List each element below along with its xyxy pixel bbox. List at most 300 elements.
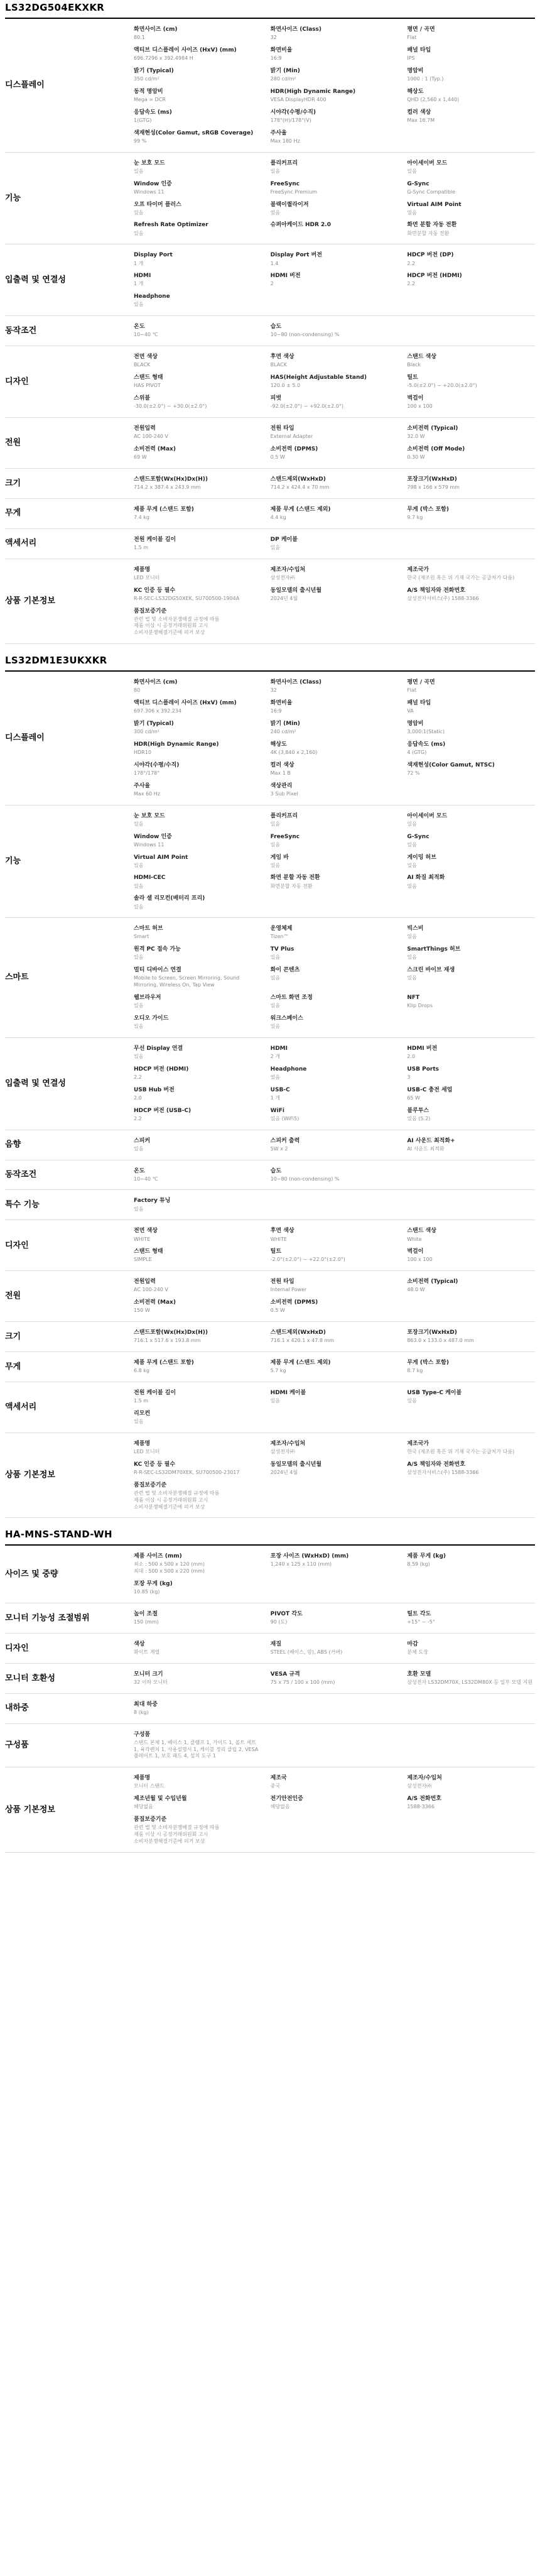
spec-label: 후면 색상 <box>270 1228 294 1235</box>
spec-value: 있음 <box>270 975 281 981</box>
spec-item <box>407 199 535 220</box>
spec-label: 스탠드 형태 <box>134 1248 163 1255</box>
spec-value: 있음 <box>270 821 281 827</box>
spec-item <box>134 780 262 801</box>
spec-value: 삼성전자㈜ <box>270 574 295 581</box>
spec-value: WHITE <box>134 1236 151 1242</box>
spec-label: 벽걸이 <box>407 1248 424 1255</box>
spec-label: Headphone <box>270 1066 307 1072</box>
spec-label: 화면사이즈 (cm) <box>134 26 178 33</box>
spec-item <box>271 423 399 444</box>
spec-value: 있음 <box>407 934 417 940</box>
spec-item <box>271 249 399 270</box>
spec-label: 제품 무게 (스탠드 제외) <box>270 506 331 513</box>
spec-item <box>407 24 535 45</box>
spec-value: 있음 <box>134 954 144 961</box>
spec-value: 714.2 x 387.4 x 243.9 mm <box>134 484 201 490</box>
spec-label: 화면 분할 자동 전환 <box>407 222 457 229</box>
spec-item <box>407 923 535 944</box>
spec-value: -30.0(±2.0°) ~ +30.0(±2.0°) <box>134 403 207 410</box>
spec-label: 리모컨 <box>134 1410 151 1417</box>
spec-item <box>134 291 262 312</box>
spec-item <box>407 158 535 178</box>
spec-item <box>134 372 262 393</box>
spec-item <box>271 872 399 893</box>
spec-label: 색상 <box>134 1640 145 1647</box>
spec-item <box>134 1084 262 1105</box>
spec-label: 재질 <box>270 1640 282 1647</box>
spec-label: 오디오 가이드 <box>134 1015 169 1022</box>
spec-grid <box>134 19 535 152</box>
spec-item <box>407 423 535 444</box>
spec-value: BLACK <box>270 362 287 368</box>
spec-label: Factory 튜닝 <box>134 1198 171 1204</box>
spec-label: 구성품 <box>134 1731 151 1738</box>
spec-label: HDR(High Dynamic Range) <box>270 88 356 95</box>
spec-value: R-R-SEC-LS32DG50XEK, SU700500-1904A <box>134 595 240 601</box>
spec-section <box>5 1190 535 1220</box>
spec-item <box>407 393 535 413</box>
spec-value: 있음 <box>134 1206 144 1212</box>
spec-section <box>5 1322 535 1352</box>
section-name: 음향 <box>5 1140 21 1150</box>
spec-label: 화면비율 <box>270 699 293 706</box>
spec-value: LED 모니터 <box>134 1449 160 1455</box>
spec-value: 삼성전자서비스(주) 1588-3366 <box>407 595 479 601</box>
spec-label: G-Sync <box>407 180 429 187</box>
spec-value: 분체 도장 <box>407 1649 428 1656</box>
spec-value: 75 x 75 / 100 x 100 (mm) <box>270 1679 335 1685</box>
spec-value: 있음 <box>407 1398 417 1404</box>
spec-item <box>407 872 535 893</box>
spec-label: 오프 타이머 플러스 <box>134 201 181 208</box>
spec-label: HDCP 버전 (HDMI) <box>134 1066 189 1072</box>
spec-value: 2 <box>270 281 274 287</box>
spec-label: 제조국가 <box>407 1440 429 1447</box>
section-name: 기능 <box>5 856 21 866</box>
spec-grid <box>134 1038 535 1130</box>
spec-value: 48.0 W <box>407 1287 425 1293</box>
spec-label: 화이 콘텐츠 <box>270 967 300 974</box>
spec-label: 포장크기(WxHxD) <box>407 1329 457 1336</box>
spec-label: NFT <box>407 994 420 1001</box>
spec-label: USB-C 충전 세업 <box>407 1086 453 1093</box>
spec-label: 습도 <box>270 324 282 330</box>
spec-item <box>134 1729 262 1764</box>
spec-item <box>271 923 399 944</box>
spec-item <box>134 423 262 444</box>
spec-label: HDMI <box>134 273 151 280</box>
spec-value: HAS PIVOT <box>134 383 161 389</box>
spec-label: 스탠드포함(Wx(Hx)Dx(H)) <box>134 1329 208 1336</box>
section-name: 크기 <box>5 478 21 488</box>
spec-label: 해상도 <box>407 88 424 95</box>
spec-item <box>271 219 399 240</box>
spec-label: 습도 <box>270 1167 282 1174</box>
spec-value: 있음 <box>407 862 417 868</box>
spec-value: 2.2 <box>134 1074 142 1080</box>
spec-item <box>271 199 399 220</box>
spec-label: 평면 / 곡면 <box>407 679 435 686</box>
spec-label: 밝기 (Typical) <box>134 67 174 74</box>
spec-item <box>407 219 535 240</box>
spec-grid <box>134 1382 535 1433</box>
spec-value: 있음 <box>134 168 144 174</box>
spec-label: HDMI 버전 <box>407 1045 438 1052</box>
spec-item <box>134 504 262 525</box>
spec-value: 있음 <box>407 821 417 827</box>
spec-label: 블랙이퀄라이저 <box>270 201 309 208</box>
spec-item <box>407 564 535 585</box>
spec-value: FreeSync Premium <box>270 188 318 195</box>
spec-value: 삼성전자㈜ <box>270 1449 295 1455</box>
spec-item <box>134 964 262 992</box>
products-container <box>5 0 535 1853</box>
spec-label: 제품 무게 (스탠드 제외) <box>270 1360 331 1367</box>
spec-item <box>271 718 399 739</box>
spec-label: 소비전력 (Typical) <box>407 1279 458 1285</box>
spec-grid <box>134 1352 535 1382</box>
spec-value: Max 60 Hz <box>134 790 161 797</box>
spec-item <box>407 1669 535 1689</box>
spec-grid <box>134 1694 535 1723</box>
spec-value: 8 (kg) <box>134 1709 149 1715</box>
spec-label: 소비전력 (Max) <box>134 1299 176 1306</box>
spec-item <box>271 1438 399 1459</box>
spec-value: 해당없음 <box>270 1804 290 1810</box>
spec-label: 제품명 <box>134 1775 151 1782</box>
spec-label: 색재현성(Color Gamut, NTSC) <box>407 761 495 768</box>
spec-item <box>134 760 262 780</box>
spec-label: 색재현성(Color Gamut, sRGB Coverage) <box>134 129 254 136</box>
spec-label: 무선 Display 연결 <box>134 1045 183 1052</box>
spec-grid <box>134 1664 535 1693</box>
spec-item <box>271 1772 399 1793</box>
spec-value: 8.7 kg <box>407 1368 423 1374</box>
spec-item <box>271 393 399 413</box>
spec-value: 화면분할 자동 전환 <box>270 883 313 889</box>
spec-label: 아이세이버 모드 <box>407 160 448 166</box>
section-name: 내하중 <box>5 1703 29 1713</box>
spec-label: 주사율 <box>134 782 151 789</box>
spec-grid <box>134 1190 535 1220</box>
spec-item <box>271 65 399 86</box>
spec-value: 관련 법 및 소비자분쟁해결 규정에 따름 제품 이상 시 공정거래위원회 고시 소비자분쟁해결기준에 의거 보상 <box>134 1825 220 1844</box>
spec-value: 1 개 <box>134 281 144 287</box>
spec-item <box>134 1669 262 1689</box>
spec-label: 화면사이즈 (Class) <box>270 26 321 33</box>
spec-item <box>134 1276 262 1297</box>
spec-grid <box>134 1220 535 1270</box>
spec-label: AI 화질 최적화 <box>407 875 445 881</box>
spec-label: 제조국 <box>270 1775 287 1782</box>
spec-value: -2.0°(±2.0°) ~ +22.0°(±2.0°) <box>270 1257 345 1263</box>
spec-value: 있음 <box>407 883 417 889</box>
spec-value: HDR10 <box>134 749 151 755</box>
spec-item <box>134 1013 262 1034</box>
spec-value: 관련 법 및 소비자분쟁해결 규정에 따름 제품 이상 시 공정거래위원회 고시 소비자분쟁해결기준에 의거 보상 <box>134 616 220 636</box>
spec-value: 65 W <box>407 1094 420 1101</box>
spec-item <box>407 718 535 739</box>
spec-value: 1588-3366 <box>407 1804 435 1810</box>
spec-label: 품질보증기준 <box>134 608 167 614</box>
spec-item <box>134 1195 262 1216</box>
spec-value: 있음 <box>134 821 144 827</box>
spec-item <box>407 585 535 606</box>
spec-item <box>134 944 262 964</box>
section-name: 입출력 및 연결성 <box>5 275 66 285</box>
spec-value: 100 x 100 <box>407 1257 433 1263</box>
spec-value: 5.7 kg <box>270 1368 286 1374</box>
spec-item <box>407 1327 535 1348</box>
spec-value: 화면분할 자동 전환 <box>407 230 450 236</box>
spec-value: 1,240 x 125 x 110 (mm) <box>270 1561 332 1568</box>
spec-label: 제품명 <box>134 566 151 573</box>
spec-label: Virtual AIM Point <box>407 201 462 208</box>
spec-label: HDR(High Dynamic Range) <box>134 741 219 748</box>
spec-label: Headphone <box>134 293 170 300</box>
spec-section <box>5 499 535 529</box>
spec-value: Max 16.7M <box>407 117 435 123</box>
spec-section <box>5 1352 535 1382</box>
spec-item <box>407 1438 535 1459</box>
spec-label: 밝기 (Typical) <box>134 720 174 727</box>
spec-item <box>134 585 262 606</box>
spec-section <box>5 805 535 919</box>
spec-item <box>407 1608 535 1629</box>
spec-item <box>271 1064 399 1084</box>
spec-item <box>134 351 262 372</box>
section-name: 모니터 기능성 조절범위 <box>5 1613 90 1623</box>
spec-item <box>134 1551 262 1578</box>
spec-label: 운영체제 <box>270 925 293 932</box>
spec-grid <box>134 1271 535 1321</box>
spec-value: 스탠드 본체 1, 베이스 1, 클램프 1, 가이드 1, 볼트 세트 1, 육각렌치 1, 사용설명서 1, 케이블 정리 클립 2, VESA 플레이트 1, 보호 패드 4, 설치 도구 1 <box>134 1739 259 1759</box>
spec-value: 4 (GTG) <box>407 749 427 755</box>
spec-label: 포장 사이즈 (WxHxD) (mm) <box>270 1553 349 1560</box>
spec-grid <box>134 316 535 346</box>
section-name: 기능 <box>5 193 21 203</box>
spec-label: 벽걸이 <box>407 395 424 401</box>
spec-value: 696.7296 x 392.4984 H <box>134 55 193 62</box>
spec-item <box>134 606 262 640</box>
spec-section <box>5 559 535 644</box>
spec-item <box>271 24 399 45</box>
spec-item <box>134 534 262 555</box>
spec-label: 응답속도 (ms) <box>134 109 172 116</box>
spec-label: VESA 규격 <box>270 1671 300 1678</box>
spec-grid <box>134 1634 535 1663</box>
spec-value: 178°(H)/178°(V) <box>270 117 311 123</box>
spec-label: 후면 색상 <box>270 354 294 361</box>
spec-item <box>271 1084 399 1105</box>
spec-item <box>407 992 535 1013</box>
spec-item <box>134 1043 262 1064</box>
spec-value: 714.2 x 424.4 x 70 mm <box>270 484 330 490</box>
spec-value: 2.0 <box>134 1094 142 1101</box>
spec-label: 스위블 <box>134 395 151 401</box>
spec-value: 150 W <box>134 1307 150 1314</box>
spec-value: 1.5 m <box>134 1398 149 1404</box>
spec-grid <box>134 418 535 468</box>
spec-item <box>271 321 399 342</box>
spec-label: KC 인증 등 필수 <box>134 587 176 594</box>
spec-item <box>407 1639 535 1659</box>
spec-label: HDMI <box>270 1045 288 1052</box>
spec-item <box>407 65 535 86</box>
spec-item <box>407 697 535 718</box>
spec-section <box>5 918 535 1037</box>
spec-item <box>271 1387 399 1408</box>
spec-item <box>271 86 399 107</box>
spec-value: Windows 11 <box>134 188 165 195</box>
spec-value: 있음 <box>270 1003 281 1009</box>
spec-item <box>134 1387 262 1408</box>
spec-value: 1 개 <box>134 260 144 266</box>
spec-item <box>134 1438 262 1459</box>
spec-label: 솔라 셀 리모컨(배터리 프리) <box>134 895 205 902</box>
spec-value: 있음 <box>270 544 281 550</box>
spec-value: 있음 <box>407 975 417 981</box>
spec-section <box>5 672 535 805</box>
spec-value: Max 1 B <box>270 770 291 776</box>
spec-value: 있음 <box>270 1398 281 1404</box>
spec-value: Internal Power <box>270 1287 307 1293</box>
spec-value: VESA DisplayHDR 400 <box>270 96 327 102</box>
spec-value: 있음 <box>270 862 281 868</box>
spec-item <box>407 810 535 831</box>
spec-label: 소비전력 (Typical) <box>407 425 458 432</box>
spec-item <box>134 697 262 718</box>
spec-value: 4.4 kg <box>270 514 286 520</box>
spec-value: 0.30 W <box>407 454 425 461</box>
spec-item <box>407 45 535 65</box>
spec-label: 스탠드 형태 <box>134 374 163 381</box>
spec-label: 제품 무게 (스탠드 포함) <box>134 1360 194 1367</box>
spec-label: 틸트 <box>407 374 418 381</box>
spec-value: 120.0 ± 5.0 <box>270 383 301 389</box>
spec-item <box>271 158 399 178</box>
spec-item <box>134 718 262 739</box>
spec-item <box>134 1357 262 1378</box>
spec-label: 컬러 색상 <box>407 109 431 116</box>
spec-value: 3 Sub Pixel <box>270 790 298 797</box>
spec-value: 있음 <box>407 209 417 216</box>
spec-item <box>271 1297 399 1318</box>
spec-item <box>271 1327 399 1348</box>
spec-item <box>134 199 262 220</box>
spec-label: 스탠드포함(Wx(Hx)Dx(H)) <box>134 476 208 483</box>
spec-label: 블루투스 <box>407 1107 429 1114</box>
spec-item <box>134 1578 262 1599</box>
spec-value: 있음 <box>407 168 417 174</box>
spec-label: 멀티 디바이스 연결 <box>134 967 181 974</box>
spec-item <box>134 1639 262 1659</box>
spec-grid <box>134 469 535 498</box>
spec-value: 716.1 x 517.6 x 193.8 mm <box>134 1338 201 1344</box>
spec-value: 3 <box>407 1074 411 1080</box>
spec-label: 패널 타입 <box>407 699 431 706</box>
section-name: 디자인 <box>5 376 29 386</box>
spec-item <box>134 564 262 585</box>
spec-value: BLACK <box>134 362 151 368</box>
spec-value: 280 cd/m² <box>270 76 296 82</box>
spec-value: 한국 (제조원 혹은 위 기재 국가는 공급처가 다름) <box>407 1449 515 1455</box>
spec-label: 주사율 <box>270 129 287 136</box>
spec-item <box>271 1793 399 1814</box>
spec-label: 제조년월 및 수입년월 <box>134 1796 187 1803</box>
spec-item <box>271 534 399 555</box>
spec-item <box>407 474 535 494</box>
spec-value: 72 % <box>407 770 420 776</box>
spec-item <box>407 1276 535 1297</box>
section-name: 사이즈 및 중량 <box>5 1569 58 1579</box>
section-name: 상품 기본정보 <box>5 596 55 606</box>
spec-label: 플리커프리 <box>270 160 298 166</box>
spec-value: Klip Drops <box>407 1003 433 1009</box>
spec-grid <box>134 499 535 528</box>
spec-section <box>5 1724 535 1768</box>
spec-value: 한국 (제조원 혹은 위 기재 국가는 공급처가 다름) <box>407 574 515 581</box>
spec-value: 삼성전자서비스(주) 1588-3366 <box>407 1469 479 1475</box>
spec-label: Display Port <box>134 252 173 259</box>
spec-item <box>271 1105 399 1126</box>
spec-value: WHITE <box>270 1236 287 1242</box>
spec-value: 2024년 4월 <box>270 595 298 601</box>
spec-value: 178°/178° <box>134 770 160 776</box>
spec-item <box>134 1327 262 1348</box>
spec-value: IPS <box>407 55 415 62</box>
spec-item <box>271 739 399 760</box>
spec-item <box>134 893 262 914</box>
spec-item <box>134 107 262 128</box>
spec-item <box>134 24 262 45</box>
section-name: 무게 <box>5 1362 21 1372</box>
spec-label: 밝기 (Min) <box>270 67 300 74</box>
spec-item <box>271 1639 399 1659</box>
spec-label: 스마트 허브 <box>134 925 163 932</box>
spec-value: 관련 법 및 소비자분쟁해결 규정에 따름 제품 이상 시 공정거래위원회 고시 소비자분쟁해결기준에 의거 보상 <box>134 1490 220 1510</box>
spec-label: 틸트 각도 <box>407 1610 431 1617</box>
spec-item <box>134 1105 262 1126</box>
spec-value: LED 모니터 <box>134 574 160 581</box>
spec-label: 평면 / 곡면 <box>407 26 435 33</box>
spec-item <box>271 474 399 494</box>
spec-item <box>134 1297 262 1318</box>
spec-item <box>134 1608 262 1629</box>
spec-item <box>134 45 262 65</box>
spec-value: 10~40 ℃ <box>134 1176 158 1182</box>
spec-value: 있음 <box>134 1419 144 1425</box>
spec-label: 온도 <box>134 1167 145 1174</box>
spec-item <box>407 964 535 992</box>
spec-item <box>134 1793 262 1814</box>
spec-item <box>271 810 399 831</box>
spec-item <box>407 1357 535 1378</box>
spec-section <box>5 1546 535 1603</box>
spec-item <box>271 760 399 780</box>
spec-section <box>5 316 535 346</box>
spec-item <box>134 128 262 148</box>
spec-item <box>134 270 262 291</box>
spec-label: 마감 <box>407 1640 418 1647</box>
spec-item <box>134 178 262 199</box>
spec-label: HDCP 버전 (HDMI) <box>407 273 462 280</box>
spec-value: 있음 <box>270 954 281 961</box>
spec-value: AC 100-240 V <box>134 434 168 440</box>
section-name: 크기 <box>5 1331 21 1341</box>
section-name: 디스플레이 <box>5 733 45 743</box>
